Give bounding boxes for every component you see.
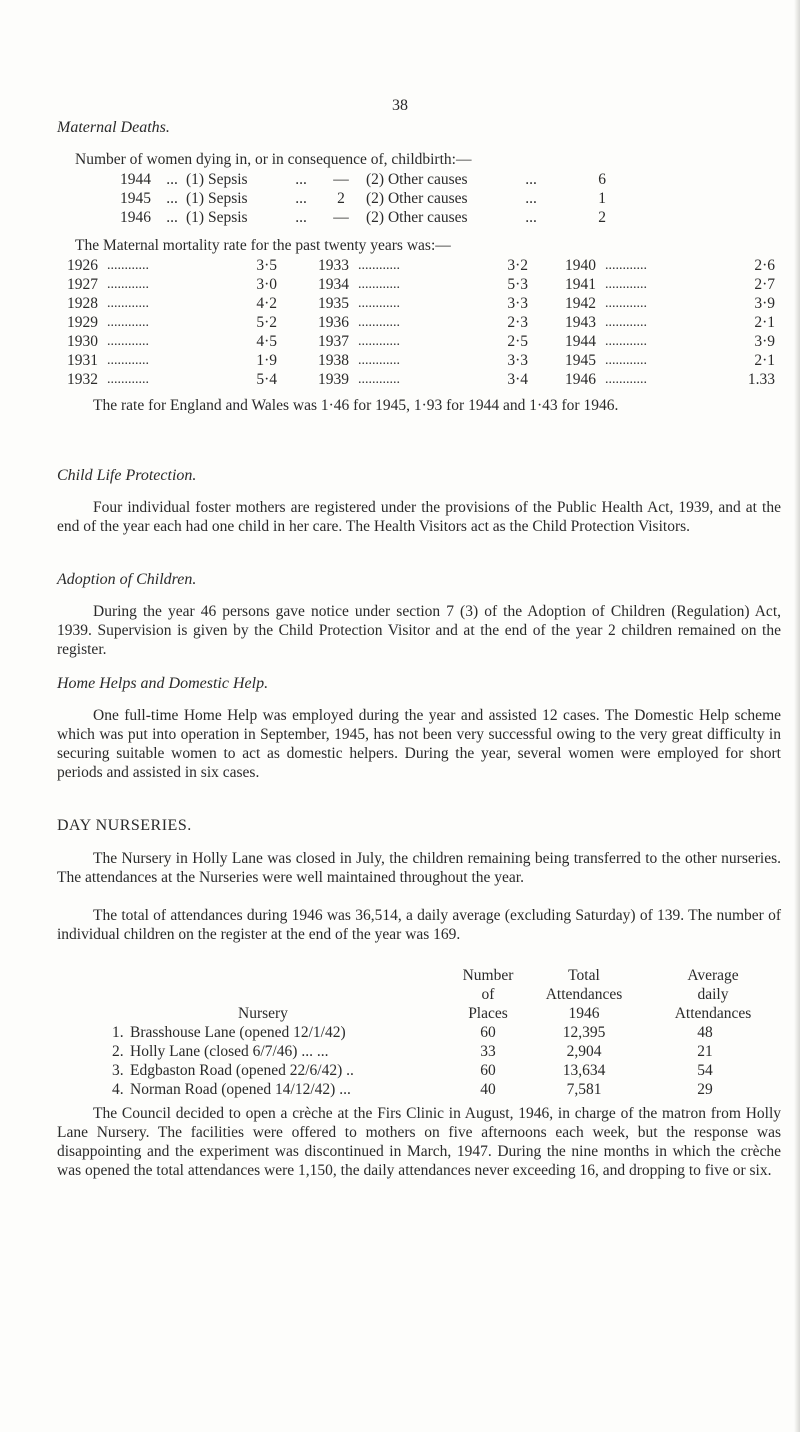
rate-row	[318, 332, 528, 351]
maternal-row	[120, 189, 606, 208]
rate-row	[565, 256, 775, 275]
rate-dots: ............	[605, 315, 647, 330]
rates-col-1	[67, 256, 277, 389]
rate-value: 3·9	[754, 295, 775, 312]
nursery-average: 21	[697, 1043, 713, 1060]
rate-row	[67, 256, 277, 275]
day-nurseries-p3: The Council decided to open a crèche at the Firs Clinic in August, 1946, in charge of the matron from Holly Lane Nursery. The facilities were offered to mothers on five afternoons each week, but the response was disappointing and the experiment was discontinued in March, 1947. During the nine months in which the crèche was opened the total attendances were 1,150, the daily attendances never exceeding 16, and dropping to five or six.	[57, 1105, 781, 1179]
nursery-average: 54	[697, 1062, 713, 1079]
rate-row	[318, 351, 528, 370]
nursery-num: 4.	[112, 1081, 124, 1098]
rate-value: 3·3	[507, 352, 528, 369]
rate-row	[67, 332, 277, 351]
dots-cell: ...	[166, 171, 178, 188]
maternal-row	[120, 208, 606, 227]
rate-row	[565, 351, 775, 370]
value-2-cell: 1	[598, 190, 606, 207]
rate-year: 1942	[565, 295, 596, 312]
rate-year: 1928	[67, 295, 98, 312]
rates-col-3	[565, 256, 775, 389]
rate-dots: ............	[358, 258, 400, 273]
nursery-places: 60	[480, 1062, 496, 1079]
rate-year: 1931	[67, 352, 98, 369]
rate-value: 3·5	[256, 257, 277, 274]
nursery-total: 7,581	[566, 1081, 602, 1098]
cause-1-cell: (1) Sepsis	[186, 209, 248, 226]
page-number: 38	[392, 97, 408, 114]
rate-value: 1·9	[256, 352, 277, 369]
rate-value: 2·1	[754, 314, 775, 331]
rate-value: 2·6	[754, 257, 775, 274]
nursery-row	[112, 1080, 770, 1099]
rate-value: 3·2	[507, 257, 528, 274]
rate-year: 1939	[318, 371, 349, 388]
rate-row	[565, 275, 775, 294]
value-2-cell: 6	[598, 171, 606, 188]
day-nurseries-heading: DAY NURSERIES.	[57, 817, 192, 834]
rate-row	[565, 370, 775, 389]
nursery-name: Brasshouse Lane (opened 12/1/42)	[130, 1024, 346, 1041]
nursery-name: Holly Lane (closed 6/7/46) ... ...	[130, 1043, 329, 1060]
dots-cell: ...	[295, 190, 307, 207]
dots-cell: ...	[525, 209, 537, 226]
rate-year: 1926	[67, 257, 98, 274]
nursery-num: 3.	[112, 1062, 124, 1079]
child-life-text: Four individual foster mothers are registered under the provisions of the Public Health Act, 1939, and at the end of the year each had one child in her care. The Health Visitors act as the Child Protection Visitors.	[57, 499, 781, 535]
rate-dots: ............	[358, 315, 400, 330]
adoption-heading: Adoption of Children.	[57, 571, 197, 588]
nursery-num: 1.	[112, 1024, 124, 1041]
cause-1-cell: (1) Sepsis	[186, 171, 248, 188]
rate-dots: ............	[605, 258, 647, 273]
rate-row	[67, 313, 277, 332]
nursery-row	[112, 1042, 770, 1061]
dots-cell: ...	[295, 209, 307, 226]
rate-value: 5·4	[256, 371, 277, 388]
rate-row	[67, 275, 277, 294]
col-head-average: Average daily Attendances	[674, 967, 752, 1022]
nursery-name: Edgbaston Road (opened 22/6/42) ..	[130, 1062, 354, 1079]
rate-row	[67, 370, 277, 389]
rate-row	[318, 275, 528, 294]
nursery-row	[112, 1061, 770, 1080]
cause-2-cell: (2) Other causes	[366, 190, 468, 207]
rate-year: 1932	[67, 371, 98, 388]
nursery-places: 33	[480, 1043, 496, 1060]
nursery-places: 40	[480, 1081, 496, 1098]
rate-value: 2·5	[507, 333, 528, 350]
rate-dots: ............	[107, 334, 149, 349]
rate-dots: ............	[107, 296, 149, 311]
rate-year: 1943	[565, 314, 596, 331]
nursery-average: 48	[697, 1024, 713, 1041]
rate-value: 4·5	[256, 333, 277, 350]
rate-value: 3·4	[507, 371, 528, 388]
year-cell: 1946	[120, 209, 151, 226]
nursery-total: 12,395	[562, 1024, 606, 1041]
dots-cell: ...	[166, 209, 178, 226]
rate-row	[565, 294, 775, 313]
nursery-num: 2.	[112, 1043, 124, 1060]
value-2-cell: 2	[598, 209, 606, 226]
rate-year: 1938	[318, 352, 349, 369]
rate-year: 1934	[318, 276, 349, 293]
year-cell: 1944	[120, 171, 151, 188]
rate-dots: ............	[358, 296, 400, 311]
maternal-deaths-heading: Maternal Deaths.	[57, 119, 170, 136]
rate-dots: ............	[358, 334, 400, 349]
adoption-text: During the year 46 persons gave notice under section 7 (3) of the Adoption of Children (Regulation) Act, 1939. Supervision is given by the Child Protection Visitor and at the end of the year 2 children remained on the register.	[57, 603, 781, 658]
value-1-cell: 2	[337, 190, 345, 207]
rate-row	[565, 332, 775, 351]
rate-dots: ............	[358, 277, 400, 292]
rate-value: 3·3	[507, 295, 528, 312]
rate-dots: ............	[605, 334, 647, 349]
maternal-deaths-table	[120, 170, 606, 227]
rate-dots: ............	[605, 353, 647, 368]
dots-cell: ...	[525, 171, 537, 188]
england-wales-note: The rate for England and Wales was 1·46 for 1945, 1·93 for 1944 and 1·43 for 1946.	[93, 397, 619, 414]
value-1-cell: —	[333, 171, 349, 188]
rate-row	[318, 370, 528, 389]
rate-value: 5·3	[507, 276, 528, 293]
rate-value: 2·1	[754, 352, 775, 369]
scan-edge	[794, 0, 800, 1432]
nursery-row	[112, 1023, 770, 1042]
maternal-intro: Number of women dying in, or in consequence of, childbirth:—	[75, 151, 472, 168]
rate-dots: ............	[107, 277, 149, 292]
cause-2-cell: (2) Other causes	[366, 209, 468, 226]
dots-cell: ...	[295, 171, 307, 188]
rate-year: 1944	[565, 333, 596, 350]
nursery-average: 29	[697, 1081, 713, 1098]
rate-value: 2·3	[507, 314, 528, 331]
nursery-total: 2,904	[566, 1043, 602, 1060]
nursery-table	[112, 1023, 770, 1099]
rate-row	[67, 351, 277, 370]
rate-year: 1945	[565, 352, 596, 369]
rate-dots: ............	[107, 372, 149, 387]
day-nurseries-p1: The Nursery in Holly Lane was closed in July, the children remaining being transferred to the other nurseries. The attendances at the Nurseries were well maintained throughout the year.	[57, 850, 781, 886]
rate-row	[318, 256, 528, 275]
maternal-rate-intro: The Maternal mortality rate for the past twenty years was:—	[75, 237, 451, 254]
rate-dots: ............	[605, 277, 647, 292]
rates-col-2	[318, 256, 528, 389]
rate-row	[67, 294, 277, 313]
rate-year: 1933	[318, 257, 349, 274]
maternal-row	[120, 170, 606, 189]
dots-cell: ...	[166, 190, 178, 207]
nursery-places: 60	[480, 1024, 496, 1041]
rate-year: 1946	[565, 371, 596, 388]
rate-dots: ............	[605, 372, 647, 387]
home-helps-text: One full-time Home Help was employed during the year and assisted 12 cases. The Domestic Help scheme which was put into operation in September, 1945, has not been very successful owing to the very great difficulty in securing suitable women to act as domestic helpers. During the year, several women were employed for short periods and assisted in six cases.	[57, 707, 781, 781]
year-cell: 1945	[120, 190, 151, 207]
rate-year: 1940	[565, 257, 596, 274]
rate-dots: ............	[107, 315, 149, 330]
rate-row	[318, 294, 528, 313]
cause-2-cell: (2) Other causes	[366, 171, 468, 188]
rate-dots: ............	[107, 353, 149, 368]
rate-year: 1935	[318, 295, 349, 312]
rate-year: 1936	[318, 314, 349, 331]
rate-dots: ............	[107, 258, 149, 273]
rate-year: 1929	[67, 314, 98, 331]
nursery-name: Norman Road (opened 14/12/42) ...	[130, 1081, 351, 1098]
rate-year: 1930	[67, 333, 98, 350]
rate-year: 1941	[565, 276, 596, 293]
rate-year: 1927	[67, 276, 98, 293]
child-life-heading: Child Life Protection.	[57, 467, 197, 484]
rate-value: 1.33	[747, 371, 775, 388]
rate-value: 3·0	[256, 276, 277, 293]
rate-dots: ............	[358, 353, 400, 368]
home-helps-heading: Home Helps and Domestic Help.	[57, 675, 269, 692]
rate-value: 5·2	[256, 314, 277, 331]
day-nurseries-p2: The total of attendances during 1946 was 36,514, a daily average (excluding Saturday) of 139. The number of individual children on the register at the end of the year was 169.	[57, 907, 781, 943]
cause-1-cell: (1) Sepsis	[186, 190, 248, 207]
col-head-places: Number of Places	[462, 967, 514, 1022]
nursery-total: 13,634	[562, 1062, 606, 1079]
rate-value: 4·2	[256, 295, 277, 312]
rate-value: 3·9	[754, 333, 775, 350]
rate-value: 2·7	[754, 276, 775, 293]
rate-row	[318, 313, 528, 332]
col-head-total: Total Attendances 1946	[545, 967, 623, 1022]
col-head-nursery: Nursery	[238, 1005, 288, 1022]
dots-cell: ...	[525, 190, 537, 207]
rate-dots: ............	[358, 372, 400, 387]
rate-row	[565, 313, 775, 332]
rate-year: 1937	[318, 333, 349, 350]
rate-dots: ............	[605, 296, 647, 311]
value-1-cell: —	[333, 209, 349, 226]
